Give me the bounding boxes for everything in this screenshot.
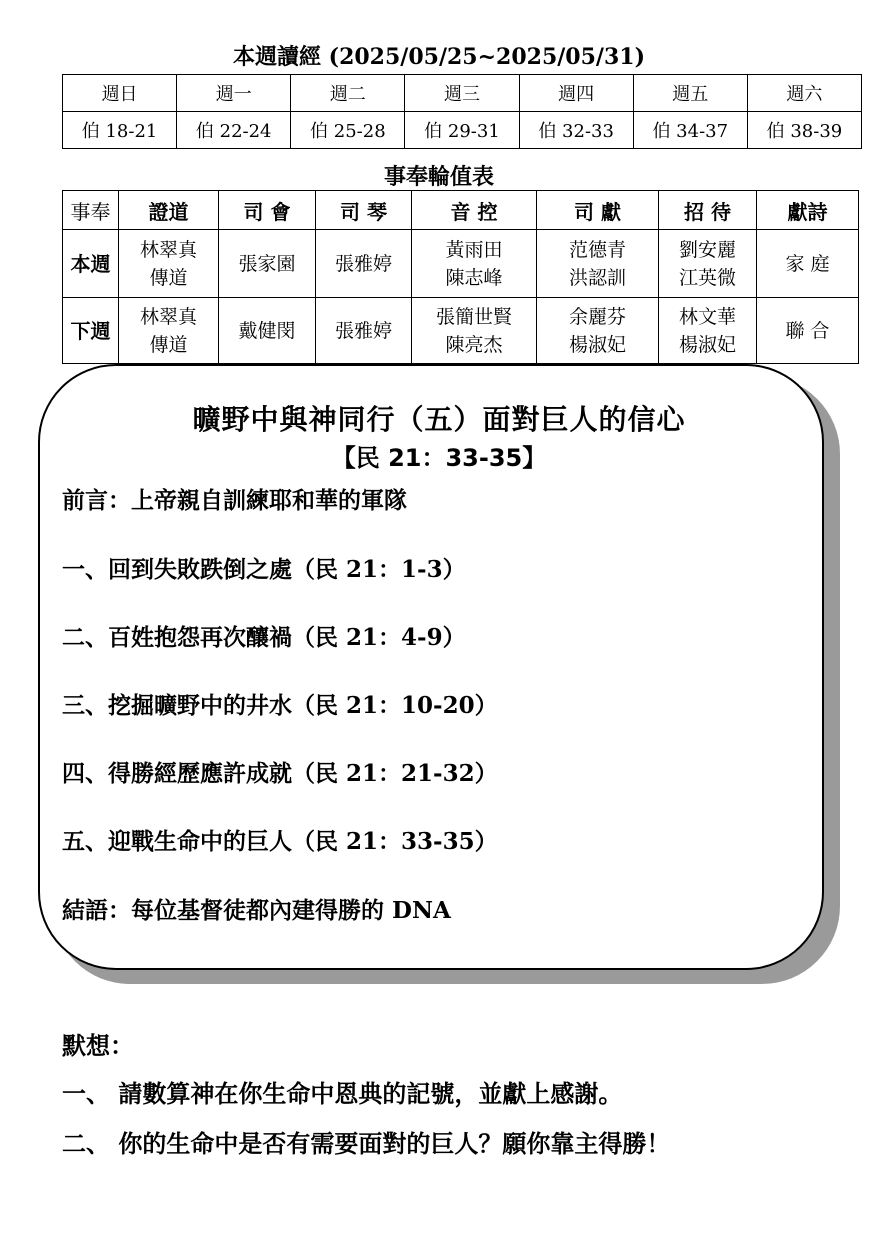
usher-name: 江英微 <box>678 266 736 289</box>
passage-cell: 伯 32-33 <box>519 112 633 149</box>
day-cell: 週一 <box>177 75 291 112</box>
sermon-point: 一、回到失敗跌倒之處（民 21：1-3） <box>62 556 466 583</box>
piano-cell: 張雅婷 <box>316 230 412 298</box>
roster-header-row <box>63 191 859 230</box>
sermon-conclusion: 結語：每位基督徒都內建得勝的 DNA <box>62 897 451 924</box>
passage-cell: 伯 25-28 <box>291 112 405 149</box>
passage-cell: 伯 22-24 <box>177 112 291 149</box>
host-cell: 張家園 <box>219 230 316 298</box>
hymn-cell: 聯 合 <box>757 298 859 364</box>
preacher-cell <box>119 230 219 298</box>
sermon-intro: 前言：上帝親自訓練耶和華的軍隊 <box>62 487 407 514</box>
row-label: 本週 <box>63 230 119 298</box>
sound-cell <box>412 230 537 298</box>
roster-row-this-week <box>63 230 859 298</box>
offering-name: 楊淑妃 <box>568 333 626 356</box>
usher-name: 劉安麗 <box>678 238 736 261</box>
day-cell: 週四 <box>519 75 633 112</box>
roster-table <box>62 190 859 364</box>
sermon-point: 五、迎戰生命中的巨人（民 21：33-35） <box>62 828 498 855</box>
passage-cell: 伯 29-31 <box>405 112 519 149</box>
header-cell: 音 控 <box>412 191 537 230</box>
day-cell: 週三 <box>405 75 519 112</box>
preacher-title: 傳道 <box>149 266 188 289</box>
usher-name: 楊淑妃 <box>678 333 736 356</box>
sound-cell <box>412 298 537 364</box>
roster-row-next-week <box>63 298 859 364</box>
offering-cell <box>537 230 659 298</box>
sound-name: 陳志峰 <box>445 266 503 289</box>
sermon-point: 二、百姓抱怨再次釀禍（民 21：4-9） <box>62 624 466 651</box>
header-cell: 事奉 <box>63 191 119 230</box>
hymn-cell: 家 庭 <box>757 230 859 298</box>
header-cell: 司 琴 <box>316 191 412 230</box>
header-cell: 獻詩 <box>757 191 859 230</box>
usher-cell <box>659 230 757 298</box>
host-cell: 戴健閔 <box>219 298 316 364</box>
passage-cell: 伯 38-39 <box>747 112 861 149</box>
reading-table <box>62 74 862 149</box>
reading-title: 本週讀經 (2025/05/25~2025/05/31) <box>233 44 645 70</box>
offering-cell <box>537 298 659 364</box>
offering-name: 余麗芬 <box>568 305 626 328</box>
preacher-name: 林翠真 <box>139 238 197 261</box>
offering-name: 洪認訓 <box>568 266 626 289</box>
header-cell: 招 待 <box>659 191 757 230</box>
meditation-item: 二、 你的生命中是否有需要面對的巨人？願你靠主得勝！ <box>62 1129 671 1158</box>
day-cell: 週二 <box>291 75 405 112</box>
day-cell: 週六 <box>747 75 861 112</box>
usher-cell <box>659 298 757 364</box>
header-cell: 證道 <box>119 191 219 230</box>
passage-cell: 伯 18-21 <box>63 112 177 149</box>
sound-name: 黃雨田 <box>445 238 503 261</box>
meditation-item: 一、 請數算神在你生命中恩典的記號，並獻上感謝。 <box>62 1079 623 1108</box>
preacher-title: 傳道 <box>149 333 188 356</box>
reading-passages-row <box>63 112 862 149</box>
reading-days-row <box>63 75 862 112</box>
meditation-heading: 默想： <box>62 1031 134 1060</box>
preacher-cell <box>119 298 219 364</box>
sound-name: 張簡世賢 <box>435 305 512 328</box>
sermon-reference: 【民 21：33-35】 <box>331 444 547 472</box>
sermon-point: 三、挖掘曠野中的井水（民 21：10-20） <box>62 692 498 719</box>
usher-name: 林文華 <box>678 305 736 328</box>
sound-name: 陳亮杰 <box>445 333 503 356</box>
sermon-point: 四、得勝經歷應許成就（民 21：21-32） <box>62 760 498 787</box>
header-cell: 司 會 <box>219 191 316 230</box>
offering-name: 范德青 <box>568 238 626 261</box>
header-cell: 司 獻 <box>537 191 659 230</box>
roster-title: 事奉輪值表 <box>383 164 494 190</box>
day-cell: 週日 <box>63 75 177 112</box>
day-cell: 週五 <box>633 75 747 112</box>
sermon-title: 曠野中與神同行（五）面對巨人的信心 <box>192 403 686 436</box>
row-label: 下週 <box>63 298 119 364</box>
passage-cell: 伯 34-37 <box>633 112 747 149</box>
piano-cell: 張雅婷 <box>316 298 412 364</box>
preacher-name: 林翠真 <box>139 305 197 328</box>
